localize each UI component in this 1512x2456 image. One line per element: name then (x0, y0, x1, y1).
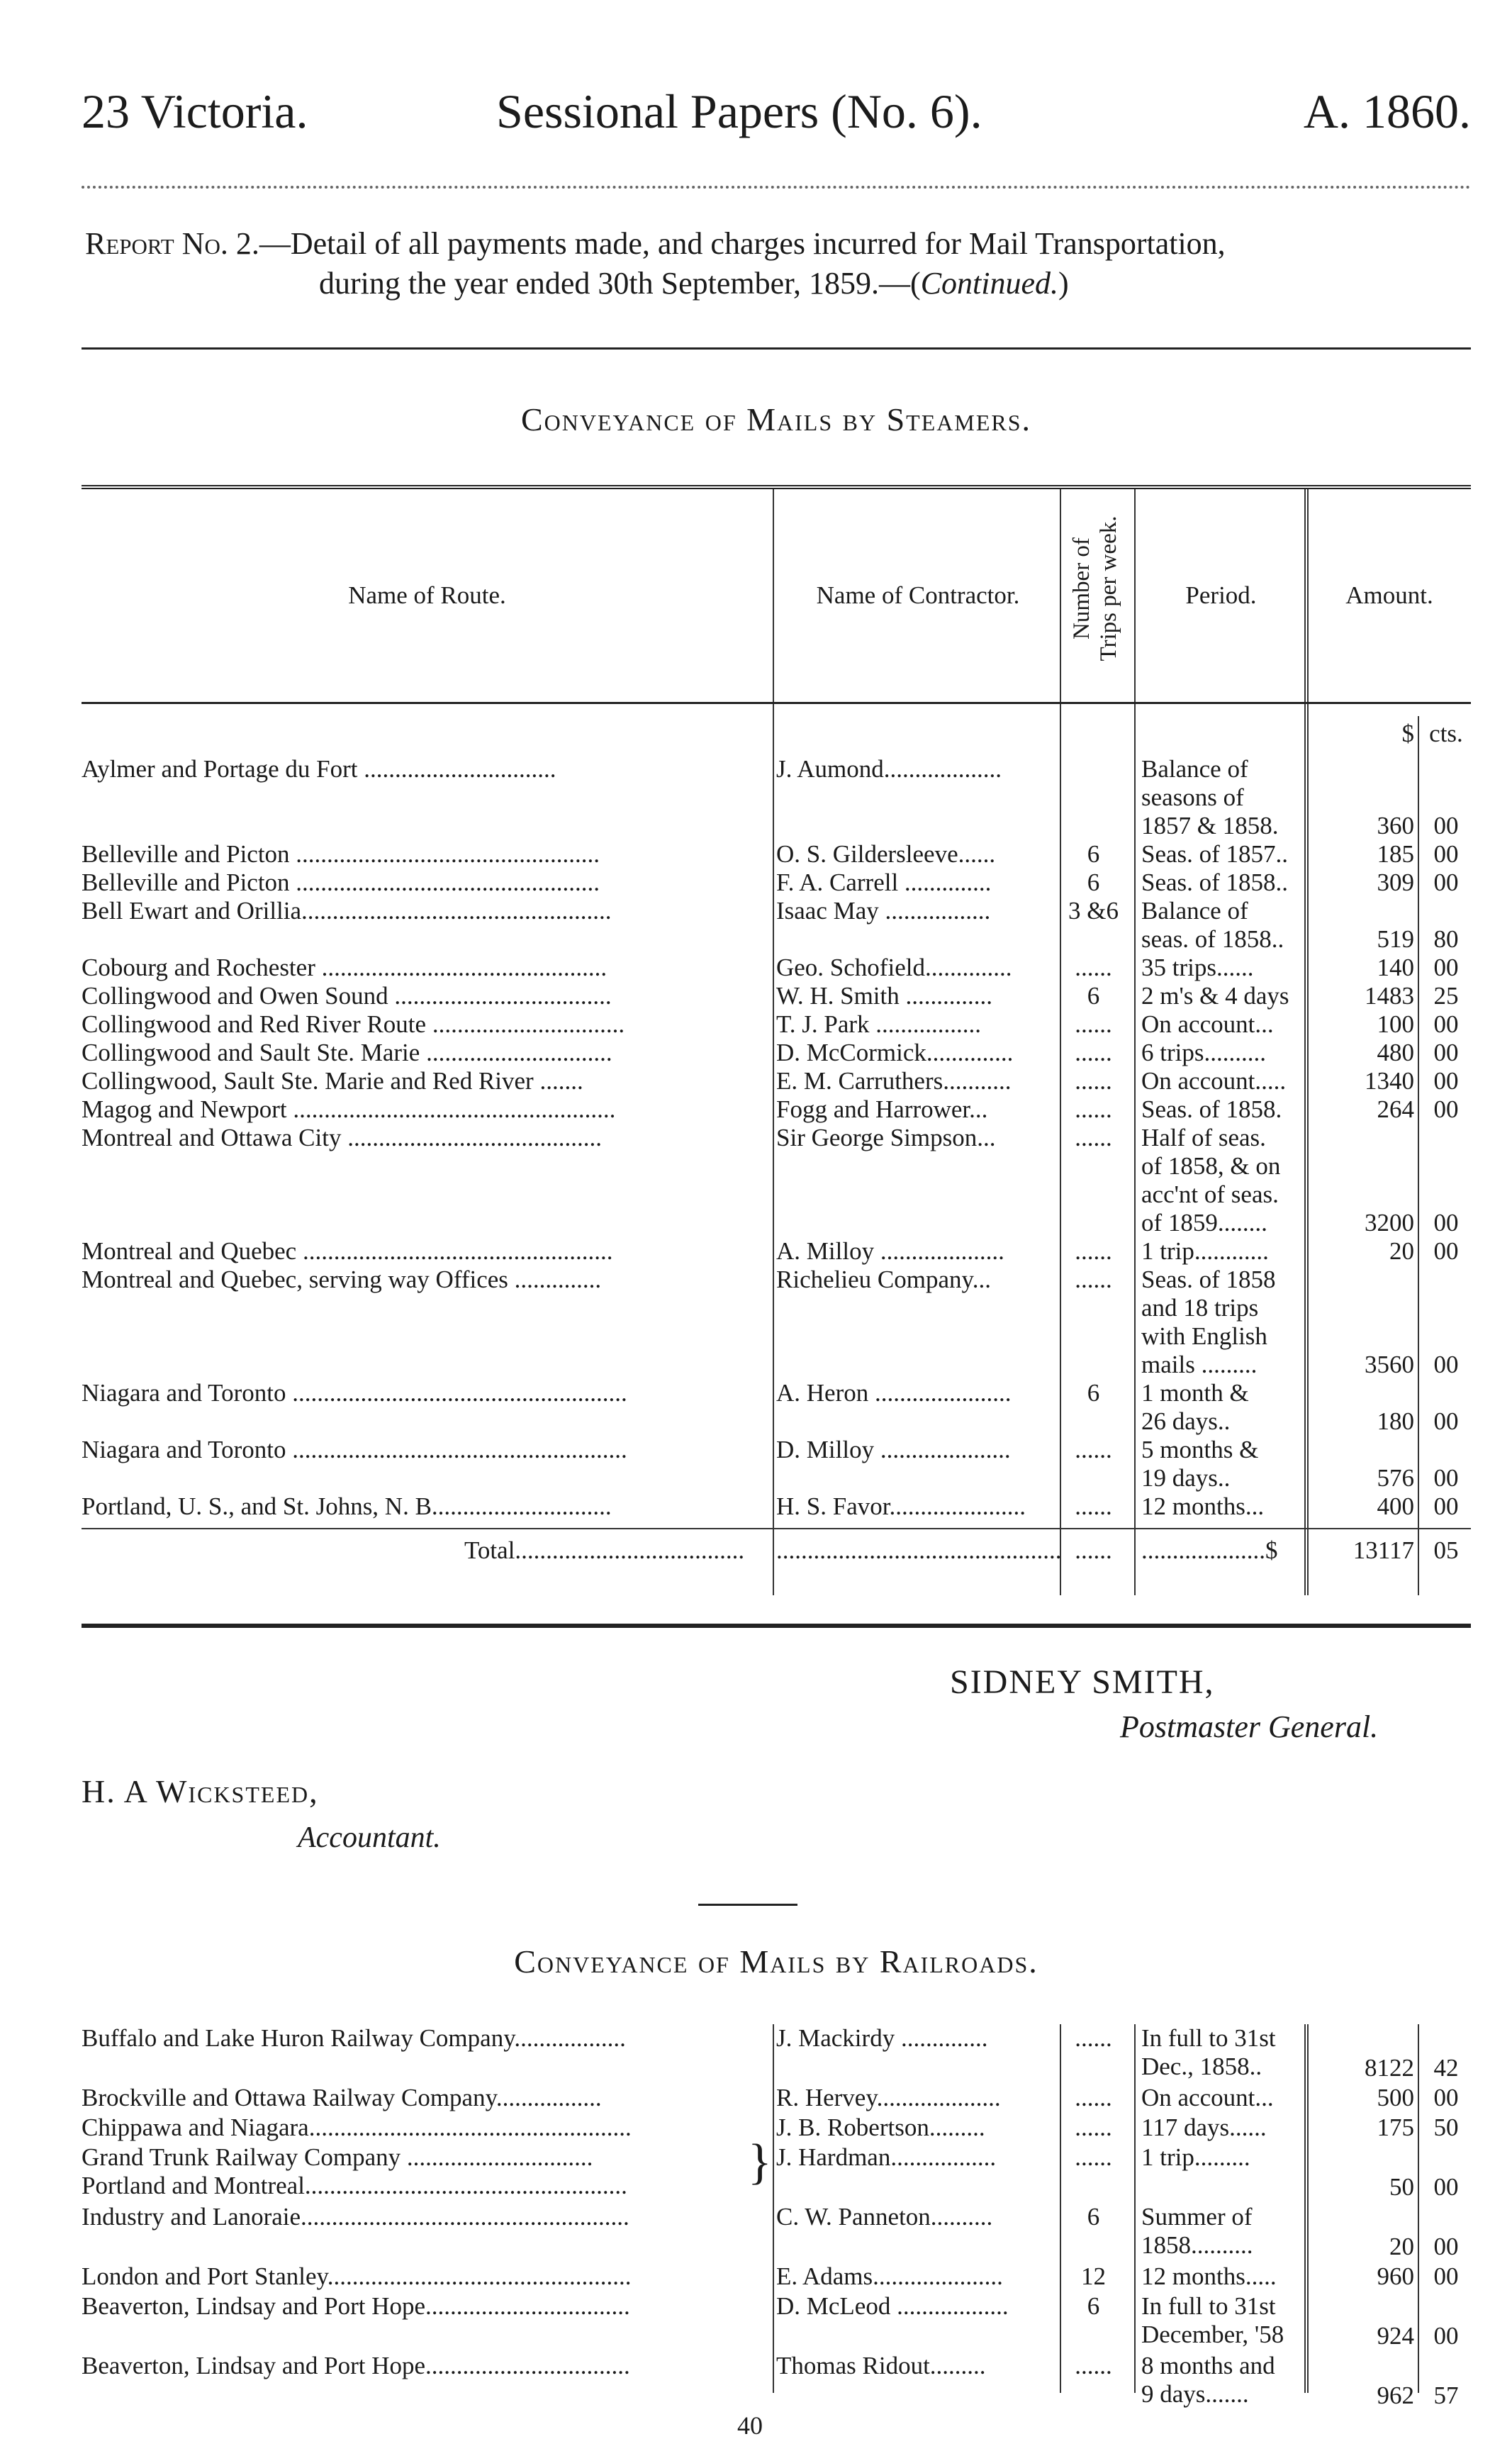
trips-cell: ...... (1075, 2114, 1112, 2141)
route-cell: Collingwood and Owen Sound ................................... (82, 982, 612, 1010)
trips-cell: ...... (1075, 2143, 1112, 2171)
route-cell: Industry and Lanoraie..................................................... (82, 2203, 629, 2231)
cents-cell: 42 (1433, 2054, 1459, 2082)
contractor-cell: A. Heron ...................... (776, 1379, 1012, 1407)
trips-cell: ...... (1075, 1492, 1112, 1520)
dollars-header: $ (1401, 720, 1414, 747)
report-title-line1: —Detail of all payments made, and charges incurred for Mail Transportation, (259, 226, 1226, 261)
route-cell: Montreal and Quebec, serving way Offices .............. (82, 1266, 602, 1293)
postmaster-name: SIDNEY SMITH, (950, 1663, 1215, 1701)
contractor-cell: Fogg and Harrower... (776, 1095, 988, 1123)
dollars-cell: 962 (1377, 2382, 1414, 2409)
route-cell: London and Port Stanley................................................. (82, 2262, 632, 2290)
cents-cell: 57 (1433, 2382, 1459, 2409)
route-cell: Aylmer and Portage du Fort ............................... (82, 755, 556, 783)
trips-cell: ...... (1075, 954, 1112, 981)
period-cell: On account... (1141, 2084, 1274, 2111)
trips-cell: ...... (1075, 1266, 1112, 1293)
contractor-cell: H. S. Favor...................... (776, 1492, 1026, 1520)
railroads-title: Conveyance of Mails by Railroads. (514, 1943, 1038, 1980)
report-number: Report No. 2. (85, 226, 259, 261)
route-cell: Portland, U. S., and St. Johns, N. B............................. (82, 1492, 612, 1520)
period-cell: 1 trip......... (1141, 2143, 1250, 2171)
contractor-cell: Sir George Simpson... (776, 1124, 996, 1151)
route-cell: Brockville and Ottawa Railway Company................. (82, 2084, 602, 2111)
header-year: A. 1860. (1303, 84, 1471, 138)
cents-cell: 00 (1433, 954, 1459, 981)
cents-cell: 80 (1433, 925, 1459, 953)
dollars-cell: 309 (1377, 869, 1414, 896)
period-cell: 8 months and 9 days....... (1141, 2352, 1275, 2408)
route-cell: Collingwood and Sault Ste. Marie .............................. (82, 1039, 612, 1066)
period-cell: On account..... (1141, 1067, 1287, 1095)
total-contractor: .............................................. (776, 1536, 1062, 1564)
dollars-cell: 480 (1377, 1039, 1414, 1066)
period-cell: Half of seas. of 1858, & on acc'nt of seas. of 1859........ (1141, 1124, 1281, 1237)
col-period-header: Period. (1185, 581, 1257, 609)
trips-cell: ...... (1075, 1436, 1112, 1463)
contractor-cell: Isaac May ................. (776, 897, 991, 925)
period-cell: Balance of seas. of 1858.. (1141, 897, 1284, 953)
period-cell: Seas. of 1857.. (1141, 840, 1289, 868)
section-divider (698, 1904, 797, 1906)
route-cell: Belleville and Picton ................................................. (82, 869, 600, 896)
period-cell: 1 month & 26 days.. (1141, 1379, 1249, 1435)
cents-cell: 00 (1433, 812, 1459, 839)
trips-cell: 6 (1087, 840, 1100, 868)
route-cell: Beaverton, Lindsay and Port Hope................................. (82, 2352, 630, 2379)
contractor-cell: A. Milloy .................... (776, 1237, 1004, 1265)
cents-cell: 00 (1433, 1407, 1459, 1435)
brace-mark: } (748, 2135, 772, 2189)
accountant-name: H. A Wicksteed, (82, 1773, 319, 1809)
cents-cell: 00 (1433, 1237, 1459, 1265)
dollars-cell: 400 (1377, 1492, 1414, 1520)
total-period: ....................$ (1141, 1536, 1278, 1564)
contractor-cell: Geo. Schofield.............. (776, 954, 1012, 981)
period-cell: In full to 31st Dec., 1858.. (1141, 2024, 1276, 2080)
cents-cell: 00 (1433, 2233, 1459, 2260)
route-cell: Magog and Newport .................................................... (82, 1095, 616, 1123)
period-cell: On account... (1141, 1010, 1274, 1038)
col-route-header: Name of Route. (348, 581, 506, 609)
table-bottom-rule (82, 1624, 1471, 1628)
route-cell: Collingwood and Red River Route ............................... (82, 1010, 625, 1038)
steamers-table (82, 489, 1471, 1638)
dollars-cell: 3560 (1365, 1351, 1414, 1378)
accountant-title: Accountant. (298, 1821, 441, 1854)
continued-label: Continued. (920, 266, 1059, 301)
contractor-cell: Richelieu Company... (776, 1266, 991, 1293)
dollars-cell: 924 (1377, 2322, 1414, 2350)
cents-cell: 00 (1433, 2173, 1459, 2201)
route-cell: Montreal and Ottawa City ......................................... (82, 1124, 602, 1151)
trips-cell: 6 (1087, 2292, 1100, 2320)
trips-cell: ...... (1075, 1095, 1112, 1123)
trips-cell: ...... (1075, 2084, 1112, 2111)
period-cell: Balance of seasons of 1857 & 1858. (1141, 755, 1279, 839)
period-cell: 117 days...... (1141, 2114, 1267, 2141)
dollars-cell: 20 (1389, 2233, 1414, 2260)
dollars-cell: 960 (1377, 2262, 1414, 2290)
route-cell: Niagara and Toronto ...................................................... (82, 1436, 627, 1463)
col-contractor-header: Name of Contractor. (816, 581, 1020, 609)
total-dollars: 13117 (1353, 1536, 1414, 1564)
report-title-line2: during the year ended 30th September, 1859.—( (319, 266, 921, 301)
cents-cell: 00 (1433, 1039, 1459, 1066)
period-cell: In full to 31st December, '58 (1141, 2292, 1284, 2348)
cents-header: cts. (1429, 720, 1463, 747)
route-cell: Chippawa and Niagara.................................................... (82, 2114, 632, 2141)
contractor-cell: E. M. Carruthers........... (776, 1067, 1012, 1095)
cents-cell: 00 (1433, 869, 1459, 896)
dollars-cell: 519 (1377, 925, 1414, 953)
contractor-cell: C. W. Panneton.......... (776, 2203, 993, 2231)
cents-cell: 00 (1433, 2262, 1459, 2290)
trips-cell: ...... (1075, 1010, 1112, 1038)
contractor-cell: E. Adams..................... (776, 2262, 1003, 2290)
page-number: 40 (737, 2411, 763, 2440)
cents-cell: 00 (1433, 2084, 1459, 2111)
trips-cell: ...... (1075, 1039, 1112, 1066)
contractor-cell: R. Hervey.................... (776, 2084, 1001, 2111)
dollars-cell: 140 (1377, 954, 1414, 981)
cents-cell: 00 (1433, 840, 1459, 868)
period-cell: 1 trip............ (1141, 1237, 1269, 1265)
header-series: Sessional Papers (No. 6). (496, 84, 982, 138)
trips-cell: ...... (1075, 1237, 1112, 1265)
contractor-cell: D. McLeod .................. (776, 2292, 1009, 2320)
route-cell: Belleville and Picton ................................................. (82, 840, 600, 868)
total-trips: ...... (1075, 1536, 1112, 1564)
cents-cell: 00 (1433, 1351, 1459, 1378)
cents-cell: 00 (1433, 1492, 1459, 1520)
dollars-cell: 500 (1377, 2084, 1414, 2111)
dollars-cell: 180 (1377, 1407, 1414, 1435)
header-rule (82, 702, 1471, 704)
dollars-cell: 175 (1377, 2114, 1414, 2141)
dollars-cell: 100 (1377, 1010, 1414, 1038)
period-cell: 6 trips.......... (1141, 1039, 1266, 1066)
contractor-cell: J. Hardman................. (776, 2143, 997, 2171)
trips-cell: ...... (1075, 2024, 1112, 2052)
period-cell: 12 months... (1141, 1492, 1265, 1520)
cents-cell: 00 (1433, 1464, 1459, 1492)
contractor-cell: F. A. Carrell .............. (776, 869, 992, 896)
contractor-cell: J. Aumond................... (776, 755, 1002, 783)
trips-cell: 12 (1081, 2262, 1106, 2290)
dollars-cell: 264 (1377, 1095, 1414, 1123)
report-title: Report No. 2.—Detail of all payments made, and charges incurred for Mail Transportation, during the year ended 30th September, 1859.—(Continued.) (85, 226, 1226, 301)
header-session: 23 Victoria. (82, 84, 308, 138)
cents-cell: 00 (1433, 1067, 1459, 1095)
trips-cell: 6 (1087, 2203, 1100, 2231)
contractor-cell: J. B. Robertson......... (776, 2114, 985, 2141)
divider (82, 347, 1471, 350)
cents-cell: 00 (1433, 1209, 1459, 1237)
page-header (82, 84, 1471, 147)
contractor-cell: T. J. Park ................. (776, 1010, 982, 1038)
dollars-cell: 8122 (1365, 2054, 1414, 2082)
dollars-cell: 1483 (1365, 982, 1414, 1010)
contractor-cell: Thomas Ridout......... (776, 2352, 986, 2379)
route-cell: Bell Ewart and Orillia.................................................. (82, 897, 612, 925)
dollars-cell: 185 (1377, 840, 1414, 868)
dollars-cell: 20 (1389, 1237, 1414, 1265)
trips-cell: 6 (1087, 1379, 1100, 1407)
total-cents: 05 (1433, 1536, 1459, 1564)
col-trips-header: Number of Trips per week. (1069, 515, 1121, 662)
dollars-cell: 50 (1389, 2173, 1414, 2201)
header-divider (82, 186, 1471, 189)
cents-cell: 25 (1433, 982, 1459, 1010)
cents-cell: 00 (1433, 1095, 1459, 1123)
dollars-cell: 360 (1377, 812, 1414, 839)
route-cell: Niagara and Toronto ...................................................... (82, 1379, 627, 1407)
period-cell: 5 months & 19 days.. (1141, 1436, 1259, 1492)
route-cell: Cobourg and Rochester .............................................. (82, 954, 607, 981)
dollars-cell: 1340 (1365, 1067, 1414, 1095)
route-cell: Buffalo and Lake Huron Railway Company.................. (82, 2024, 626, 2052)
trips-cell: ...... (1075, 1067, 1112, 1095)
cents-cell: 50 (1433, 2114, 1459, 2141)
steamers-title: Conveyance of Mails by Steamers. (520, 401, 1032, 437)
trips-cell: ...... (1075, 1124, 1112, 1151)
total-label: Total..................................... (464, 1536, 745, 1564)
period-cell: Seas. of 1858.. (1141, 869, 1289, 896)
cents-cell: 00 (1433, 2322, 1459, 2350)
route-cell: Beaverton, Lindsay and Port Hope................................. (82, 2292, 630, 2320)
dollars-cell: 576 (1377, 1464, 1414, 1492)
railroads-table (82, 2024, 1471, 2421)
route-cell: Montreal and Quebec .................................................. (82, 1237, 613, 1265)
period-cell: 2 m's & 4 days (1141, 982, 1289, 1010)
contractor-cell: D. Milloy ..................... (776, 1436, 1011, 1463)
contractor-cell: O. S. Gildersleeve...... (776, 840, 996, 868)
trips-cell: 6 (1087, 869, 1100, 896)
period-cell: Seas. of 1858 and 18 trips with English mails ......... (1141, 1266, 1276, 1378)
route-cell: Grand Trunk Railway Company .............................. Portland and Montreal.................................................... (82, 2143, 627, 2199)
trips-cell: 6 (1087, 982, 1100, 1010)
trips-cell: 3 &6 (1068, 897, 1119, 925)
contractor-cell: J. Mackirdy .............. (776, 2024, 988, 2052)
period-cell: 12 months..... (1141, 2262, 1277, 2290)
contractor-cell: W. H. Smith .............. (776, 982, 992, 1010)
contractor-cell: D. McCormick.............. (776, 1039, 1014, 1066)
period-cell: Summer of 1858.......... (1141, 2203, 1253, 2259)
route-cell: Collingwood, Sault Ste. Marie and Red River ....... (82, 1067, 583, 1095)
col-amount-header: Amount. (1345, 581, 1433, 609)
period-cell: 35 trips...... (1141, 954, 1254, 981)
postmaster-title: Postmaster General. (1120, 1709, 1379, 1744)
trips-cell: ...... (1075, 2352, 1112, 2379)
cents-cell: 00 (1433, 1010, 1459, 1038)
period-cell: Seas. of 1858. (1141, 1095, 1282, 1123)
dollars-cell: 3200 (1365, 1209, 1414, 1237)
